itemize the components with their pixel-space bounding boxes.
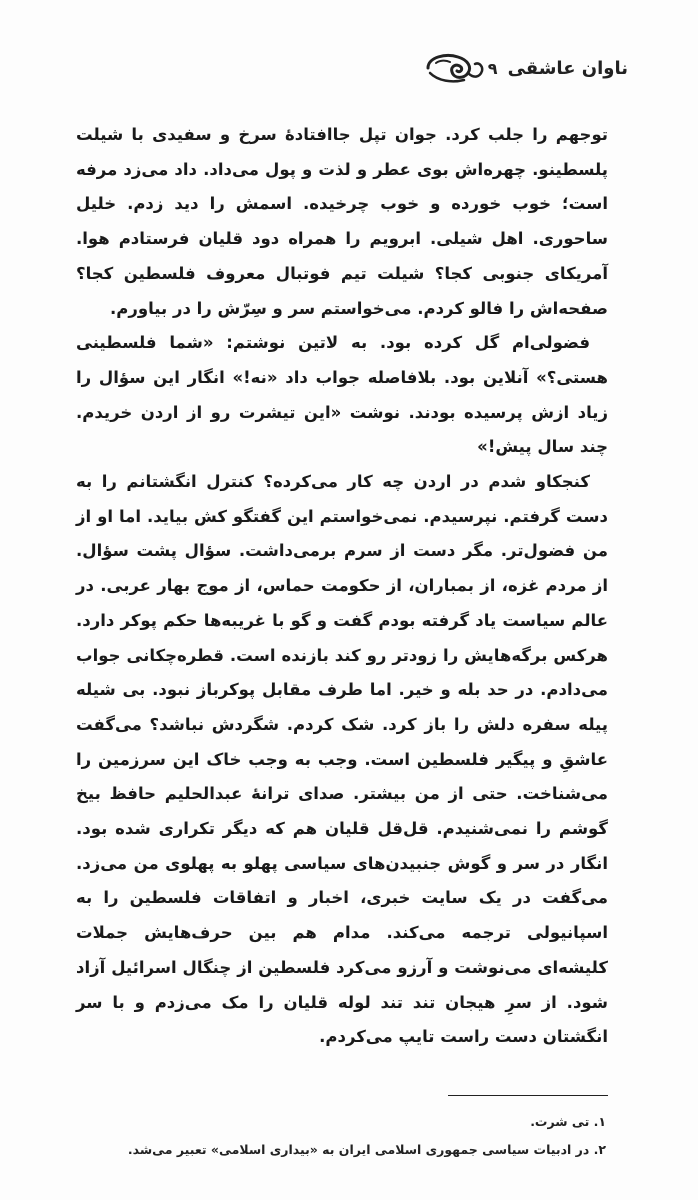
paragraph-2 <box>76 326 608 465</box>
body-text <box>76 118 608 1055</box>
spiral-ornament-icon <box>424 51 484 85</box>
footnote-2: ۲. در ادبیات سیاسی جمهوری اسلامی ایران به «بیداری اسلامی» تعبیر می‌شد. <box>127 1142 606 1157</box>
footnote-separator <box>448 1095 608 1096</box>
paragraph-1 <box>76 118 608 326</box>
footnote-1: ۱. تی شرت. <box>530 1114 606 1129</box>
paragraph-2-text: فضولی‌ام گل کرده بود. به لاتین نوشتم: «شما فلسطینی هستی؟» آنلاین بود. بلافاصله جواب داد «نه!» انگار این سؤال را زیاد ازش پرسیده بودند. نوشت «این تیشرت رو از اردن خریدم. چند سال پیش!» <box>76 333 608 457</box>
page-header <box>424 48 628 88</box>
paragraph-3-text: کنجکاو شدم در اردن چه کار می‌کرده؟ کنترل انگشتانم را به دست گرفتم. نپرسیدم. نمی‌خواستم این گفتگو کش بیاید. اما او از من فضول‌تر. مگر دست از سرم برمی‌داشت. سؤال پشت سؤال. از مردم غزه، از بمباران، از حکومت حماس، از موج بهار عربی. در عالم سیاست یاد گرفته بودم گفت و گو با غریبه‌ها حکم پوکر دارد. هرکس برگه‌هایش را زودتر رو کند بازنده است. قطره‌چکانی جواب می‌دادم. در حد بله و خیر. اما طرف مقابل پوکرباز نبود. بی شیله پیله سفره دلش را باز کرد. شک کردم. شگردش نباشد؟ می‌گفت عاشقِ و پیگیر فلسطین است. وجب به وجب خاک این سرزمین را می‌شناخت. حتی از من بیشتر. صدای ترانهٔ عبدالحلیم حافظ بیخ گوشم را نمی‌شنیدم. قل‌قل قلیان هم که دیگر تکراری شده بود. انگار در سر و گوش جنبیدن‌های سیاسی پهلو به پهلوی من می‌زد. می‌گفت در یک سایت خبری، اخبار و اتفاقات فلسطین را به اسپانیولی ترجمه می‌کند. مدام هم بین حرف‌هایش جملات کلیشه‌ای می‌نوشت و آرزو می‌کرد فلسطین از چنگال اسرائیل آزاد شود. از سرِ هیجان تند تند لوله قلیان را مک می‌زدم و با سر انگشتان دست راست تایپ می‌کردم. <box>76 472 608 1047</box>
running-title: ناوان عاشقی <box>507 57 628 79</box>
paragraph-1-text: توجهم را جلب کرد. جوان تپل جاافتادهٔ سرخ و سفیدی با شیلت پلسطینو. چهره‌اش بوی عطر و لذت و پول می‌داد. داد می‌زد مرفه است؛ خوب خورده و خوب چرخیده. اسمش را دید زدم. خلیل ساحوری. اهل شیلی. ابرویم را همراه دود قلیان فرستادم هوا. آمریکای جنوبی کجا؟ شیلت تیم فوتبال معروف فلسطین کجا؟ صفحه‌اش را فالو کردم. می‌خواستم سر و سِرّش را در بیاورم. <box>76 125 608 318</box>
footnotes <box>66 1108 606 1164</box>
page-number: ۹ <box>487 58 498 78</box>
paragraph-3 <box>76 465 608 1055</box>
